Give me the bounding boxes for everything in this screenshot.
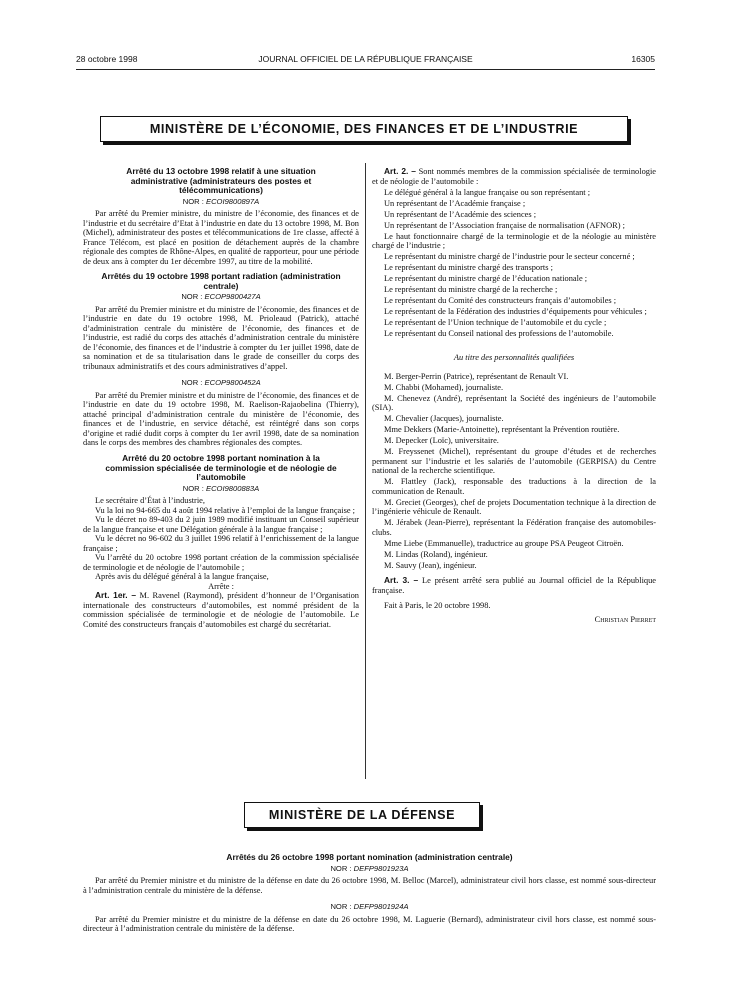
- person-item: M. Jérabek (Jean-Pierre), représentant la Fédération française des automobiles-clubs.: [372, 518, 656, 537]
- member-item: Le délégué général à la langue française ou son représentant ;: [384, 187, 591, 197]
- right-column: [372, 167, 656, 624]
- person-item: M. Flattley (Jack), responsable des traductions à la direction de la communication de Renault.: [372, 477, 656, 496]
- column-divider: [365, 163, 366, 779]
- person-item: M. Greciet (Georges), chef de projets Documentation technique à la direction de l’ingénierie véhicule de Renault.: [372, 497, 656, 516]
- arrete-text: Par arrêté du Premier ministre, du ministre de l’économie, des finances et de l’industrie et du secrétaire d’Etat à l’industrie en date du 13 octobre 1998, M. Bon (Michel), administrateur des postes et télécommunications de 1re classe, affecté à France Télécom, est placé en position de détachement auprès de la chambre régionale des comptes de Rhône-Alpes, en qualité de rapporteur, pour une période de deux ans à compter du 1er décembre 1997, au titre de la mobilité.: [83, 209, 359, 266]
- arrete-title-2: Arrêtés du 19 octobre 1998 portant radiation (administration centrale): [101, 271, 341, 291]
- person-item: Mme Liebe (Emmanuelle), traductrice au groupe PSA Peugeot Citroën.: [384, 538, 624, 548]
- visa-line: Vu le décret no 89-403 du 2 juin 1989 modifié instituant un Conseil supérieur de la langue française et une Délégation générale à la langue française ;: [83, 515, 359, 534]
- person-item: Mme Dekkers (Marie-Antoinette), représentant la Prévention routière.: [384, 425, 620, 434]
- member-item: Le représentant du ministre chargé de la recherche ;: [384, 285, 558, 294]
- member-list: [372, 188, 656, 339]
- visa-line: Après avis du délégué général à la langue française,: [95, 572, 269, 582]
- visa-line: Vu la loi no 94-665 du 4 août 1994 relative à l’emploi de la langue française ;: [95, 505, 355, 515]
- member-item: Le représentant du ministre chargé de l’industrie pour le secteur concerné ;: [384, 252, 635, 261]
- qualified-persons-list: [372, 372, 656, 571]
- visa-line: Vu l’arrêté du 20 octobre 1998 portant création de la commission spécialisée de terminologie et de néologie de l’automobile ;: [83, 553, 359, 572]
- nor-line: NOR : DEFP9801923A: [330, 863, 409, 873]
- member-item: Le représentant du Comité des constructeurs français d’automobiles ;: [384, 296, 617, 305]
- visa-line: Le secrétaire d’État à l’industrie,: [95, 496, 205, 506]
- header-page-number: 16305: [631, 54, 655, 64]
- done-at-line: Fait à Paris, le 20 octobre 1998.: [384, 601, 491, 610]
- person-item: M. Depecker (Loïc), universitaire.: [384, 436, 499, 445]
- member-item: Un représentant de l’Association française de normalisation (AFNOR) ;: [384, 220, 625, 230]
- header-rule: [76, 69, 655, 70]
- arrete-title-3: Arrêté du 20 octobre 1998 portant nomination à la commission spécialisée de terminologie et de néologie de l’automobile: [105, 452, 337, 483]
- ministry-banner-economy: MINISTÈRE DE L’ÉCONOMIE, DES FINANCES ET DE L’INDUSTRIE: [100, 116, 628, 142]
- visa-line: Vu le décret no 96-602 du 3 juillet 1996 relatif à l’enrichissement de la langue française ;: [83, 534, 359, 553]
- member-item: Le représentant du ministre chargé des transports ;: [384, 263, 553, 272]
- header-journal-title: JOURNAL OFFICIEL DE LA RÉPUBLIQUE FRANÇAISE: [258, 54, 473, 64]
- member-item: Le haut fonctionnaire chargé de la terminologie et de la néologie au ministère chargé de l’industrie ;: [372, 231, 656, 250]
- nor-line: NOR : ECOI9800883A: [182, 483, 260, 493]
- member-item: Le représentant du Conseil national des professions de l’automobile.: [384, 329, 614, 338]
- person-item: M. Berger-Perrin (Patrice), représentant de Renault VI.: [384, 371, 569, 381]
- left-column: [83, 167, 359, 629]
- qualified-subtitle: Au titre des personnalités qualifiées: [453, 352, 575, 362]
- arrete-title-1: Arrêté du 13 octobre 1998 relatif à une situation administrative (administrateurs des postes et télécommunications): [126, 166, 316, 196]
- defense-text-2: Par arrêté du Premier ministre et du ministre de la défense en date du 26 octobre 1998, M. Laguerie (Bernard), administrateur civil hors classe, est nommé sous-directeur à l’administration centrale du ministère de la défense.: [83, 914, 656, 934]
- member-item: Le représentant de la Fédération des industries d’équipements pour véhicules ;: [384, 307, 647, 316]
- article-3: Art. 3. – Le présent arrêté sera publié au Journal officiel de la République française.: [372, 575, 656, 595]
- member-item: Le représentant du ministre chargé de l’éducation nationale ;: [384, 274, 588, 283]
- person-item: M. Chevalier (Jacques), journaliste.: [384, 414, 504, 423]
- header-date: 28 octobre 1998: [76, 54, 138, 64]
- arrete-text: Par arrêté du Premier ministre et du ministre de l’économie, des finances et de l’industrie en date du 19 octobre 1998, M. Prioleaud (Patrick), attaché d’administration centrale du ministère de l’économie, des finances et de l’industrie, est radié du corps des attachés d’administration centrale du ministère de l’économie, des finances et de l’industrie à compter du 1er juillet 1998, date de sa nomination et de sa titularisation dans le grade de conseiller du corps des tribunaux administratifs et des cours administratives d’appel.: [83, 304, 359, 371]
- person-item: M. Sauvy (Jean), ingénieur.: [384, 560, 477, 570]
- ministry-banner-defense: MINISTÈRE DE LA DÉFENSE: [244, 802, 480, 828]
- signature: Christian Pierret: [594, 614, 656, 624]
- nor-line: NOR : ECOP9800427A: [181, 292, 261, 302]
- person-item: M. Freyssenet (Michel), représentant du groupe d’études et de recherches permanent sur l’industrie et les salariés de l’automobile (GERPISA) du Centre national de la recherche scientifique.: [372, 447, 656, 475]
- nor-line: NOR : ECOI9800897A: [182, 196, 260, 206]
- defense-arrete-title: Arrêtés du 26 octobre 1998 portant nomination (administration centrale): [226, 852, 513, 862]
- article-1: Art. 1er. – M. Ravenel (Raymond), président d’honneur de l’Organisation internationale des constructeurs d’automobiles, est nommé président de la commission spécialisée de terminologie et de néologie de l’automobile. Le Comité des constructeurs français d’automobiles est chargé du secrétariat.: [83, 590, 359, 629]
- arrete-label: Arrête :: [208, 581, 234, 591]
- member-item: Le représentant de l’Union technique de l’automobile et du cycle ;: [384, 318, 607, 327]
- person-item: M. Chabbi (Mohamed), journaliste.: [384, 382, 504, 392]
- nor-line: NOR : ECOP9800452A: [181, 378, 261, 388]
- defense-text-1: Par arrêté du Premier ministre et du ministre de la défense en date du 26 octobre 1998, M. Belloc (Marcel), administrateur civil hors classe, est nommé sous-directeur à l’administration centrale du ministère de la défense.: [83, 876, 656, 895]
- article-2: Art. 2. – Sont nommés membres de la commission spécialisée de terminologie et de néologie de l’automobile :: [372, 166, 656, 186]
- nor-line: NOR : DEFP9801924A: [330, 902, 409, 912]
- member-item: Un représentant de l’Académie des sciences ;: [384, 209, 537, 219]
- member-item: Un représentant de l’Académie française ;: [384, 198, 526, 208]
- arrete-text: Par arrêté du Premier ministre et du ministre de l’économie, des finances et de l’industrie en date du 19 octobre 1998, M. Raelison-Rajaobelina (Thierry), attaché principal d’administration centrale du ministère de l’économie, des finances et de l’industrie, en service détaché, est réintégré dans son corps d’origine et radié dudit corps à compter du 1er avril 1998, date de sa nomination dans le corps des membres des chambres régionales des comptes.: [83, 390, 359, 448]
- person-item: M. Chenevez (André), représentant la Société des ingénieurs de l’automobile (SIA).: [372, 393, 656, 412]
- person-item: M. Lindas (Roland), ingénieur.: [384, 549, 488, 559]
- defense-section: [83, 853, 656, 934]
- running-header: [76, 54, 655, 68]
